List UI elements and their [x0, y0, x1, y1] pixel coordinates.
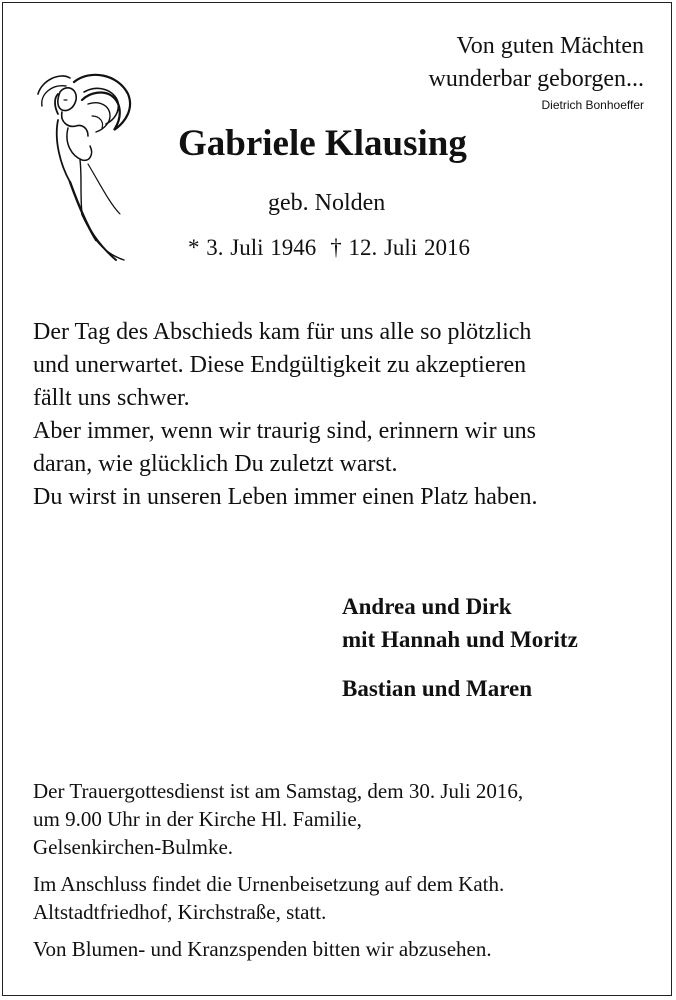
burial-paragraph — [33, 870, 523, 926]
service-line: Von Blumen- und Kranzspenden bitten wir abzusehen. — [33, 937, 492, 961]
message-line: fällt uns schwer. — [33, 385, 190, 411]
birth-date: * 3. Juli 1946 — [188, 235, 317, 260]
angel-icon — [30, 64, 140, 274]
message-line: daran, wie glücklich Du zuletzt warst. — [33, 451, 398, 477]
death-date: † 12. Juli 2016 — [330, 235, 470, 260]
service-line: Gelsenkirchen-Bulmke. — [33, 835, 234, 859]
mourner-line: Andrea und Dirk — [342, 594, 512, 619]
quote-author: Dietrich Bonhoeffer — [541, 98, 644, 112]
birth-name: geb. Nolden — [268, 190, 386, 216]
message-line: Aber immer, wenn wir traurig sind, erinnern wir uns — [33, 418, 536, 444]
message-line: Du wirst in unseren Leben immer einen Platz haben. — [33, 484, 538, 510]
service-line: Im Anschluss findet die Urnenbeisetzung auf dem Kath. — [33, 872, 505, 896]
mourner-line: mit Hannah und Moritz — [342, 627, 578, 652]
life-dates — [188, 235, 470, 261]
quote-line: Von guten Mächten — [456, 33, 644, 59]
quote — [429, 30, 644, 96]
mourner-line: Bastian und Maren — [342, 676, 533, 701]
service-info — [33, 777, 523, 972]
message-line: Der Tag des Abschieds kam für uns alle so plötzlich — [33, 319, 532, 345]
message-text — [33, 316, 653, 514]
flowers-paragraph — [33, 935, 523, 963]
message-line: und unerwartet. Diese Endgültigkeit zu akzeptieren — [33, 352, 527, 378]
quote-line: wunderbar geborgen... — [428, 66, 644, 92]
deceased-name: Gabriele Klausing — [178, 123, 467, 164]
service-line: um 9.00 Uhr in der Kirche Hl. Familie, — [33, 807, 362, 831]
mourners — [342, 590, 578, 705]
service-line: Altstadtfriedhof, Kirchstraße, statt. — [33, 900, 327, 924]
service-paragraph — [33, 777, 523, 861]
service-line: Der Trauergottesdienst ist am Samstag, dem 30. Juli 2016, — [33, 779, 524, 803]
